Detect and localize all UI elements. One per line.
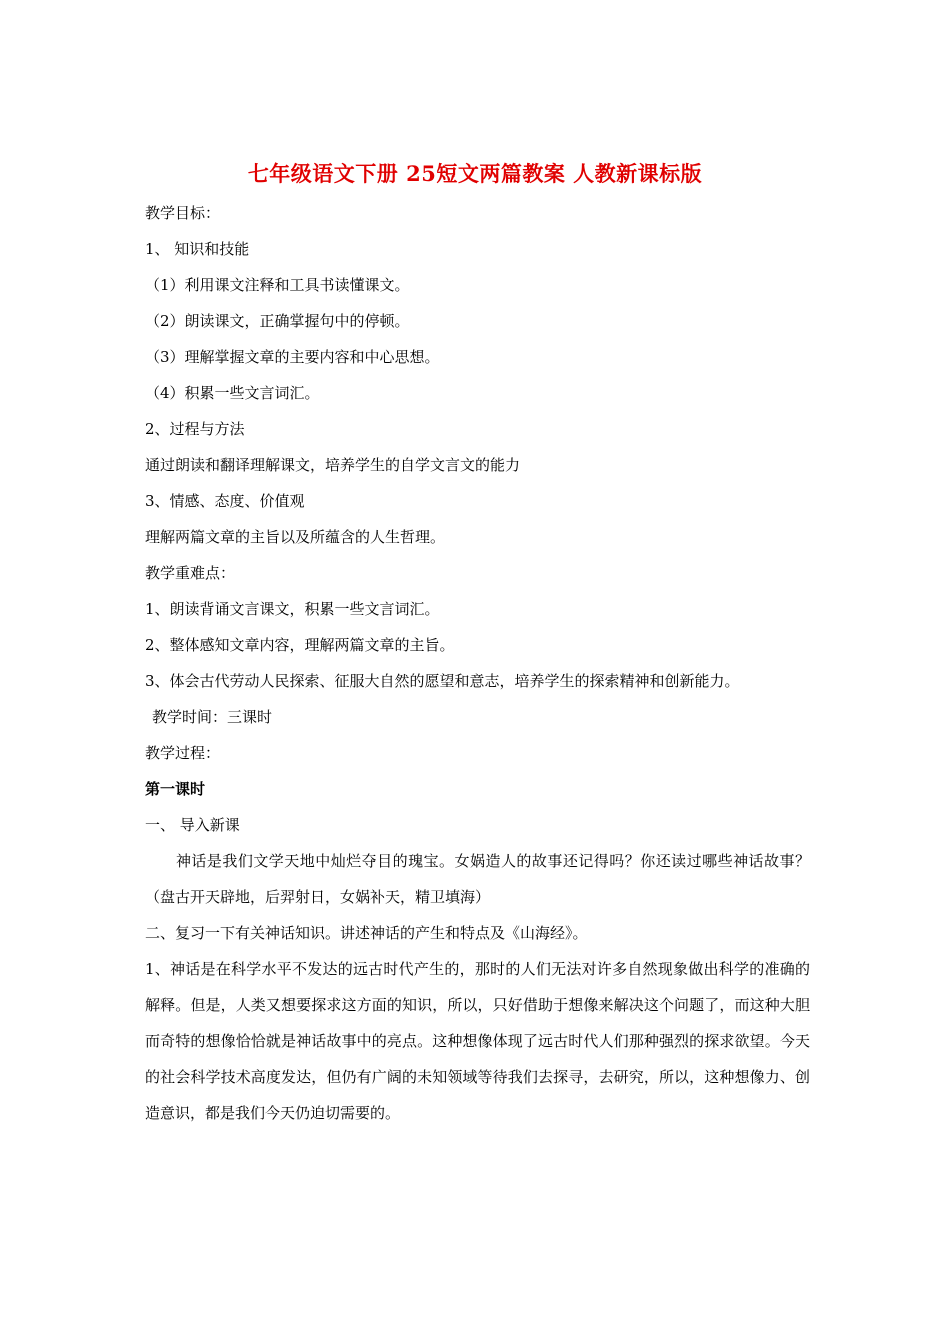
key-difficulty-item-1: 1、朗读背诵文言课文，积累一些文言词汇。	[145, 600, 440, 618]
document-title: 七年级语文下册 25短文两篇教案 人教新课标版	[247, 161, 703, 186]
emotion-values-heading: 3、情感、态度、价值观	[145, 492, 305, 510]
knowledge-skills-heading: 1、 知识和技能	[145, 240, 250, 258]
introduce-lesson-heading: 一、 导入新课	[145, 816, 240, 834]
key-difficulty-item-3: 3、体会古代劳动人民探索、征服大自然的愿望和意志，培养学生的探索精神和创新能力。	[145, 672, 740, 690]
intro-paragraph: 神话是我们文学天地中灿烂夺目的瑰宝。女娲造人的故事还记得吗？你还读过哪些神话故事？（盘古开天辟地，后羿射日，女娲补天，精卫填海）	[145, 852, 810, 906]
teaching-process-heading: 教学过程：	[145, 744, 221, 762]
objective-item-1: （1）利用课文注释和工具书读懂课文。	[145, 276, 410, 294]
key-difficulty-item-2: 2、整体感知文章内容，理解两篇文章的主旨。	[145, 636, 455, 654]
objective-item-2: （2）朗读课文，正确掌握句中的停顿。	[145, 312, 410, 330]
objective-item-3: （3）理解掌握文章的主要内容和中心思想。	[145, 348, 440, 366]
key-difficulties-heading: 教学重难点：	[145, 564, 236, 582]
emotion-values-text: 理解两篇文章的主旨以及所蕴含的人生哲理。	[145, 528, 446, 546]
teaching-time: 教学时间：三课时	[152, 708, 273, 726]
teaching-objectives-heading: 教学目标：	[145, 204, 221, 222]
objective-item-4: （4）积累一些文言词汇。	[145, 384, 320, 402]
review-heading: 二、复习一下有关神话知识。讲述神话的产生和特点及《山海经》。	[145, 924, 588, 942]
process-method-heading: 2、过程与方法	[145, 420, 245, 438]
myth-paragraph: 1、神话是在科学水平不发达的远古时代产生的，那时的人们无法对许多自然现象做出科学的准确的解释。但是，人类又想要探求这方面的知识，所以，只好借助于想像来解决这个问题了，而这种大胆而奇特的想像恰恰就是神话故事中的亮点。这种想像体现了远古时代人们那种强烈的探求欲望。今天的社会科学技术高度发达，但仍有广阔的未知领域等待我们去探寻，去研究，所以，这种想像力、创造意识，都是我们今天仍迫切需要的。	[145, 960, 810, 1122]
process-method-text: 通过朗读和翻译理解课文，培养学生的自学文言文的能力	[145, 456, 521, 474]
first-lesson-heading: 第一课时	[145, 780, 206, 798]
